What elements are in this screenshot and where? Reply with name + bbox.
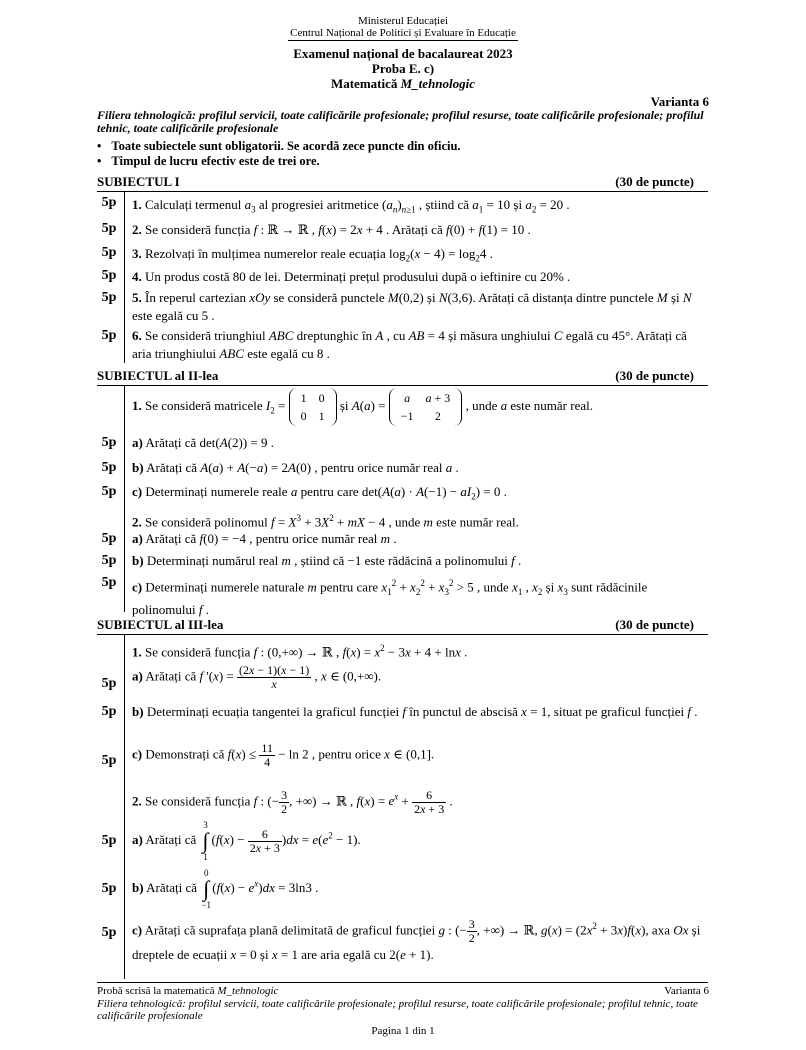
points-s3-2a: 5p <box>101 833 117 848</box>
filiera-text: Filiera tehnologică: profilul servicii, toate calificările profesionale; profilul resurse, toate calificările profesionale; profilul tehnic, toate calificările profesionale <box>97 108 704 135</box>
points-s1-1: 5p <box>101 195 117 210</box>
s3-item-2b: b) Arătați că 0 ∫ $-1(f(x) - e^x)dx = 3\ln 3$ . <box>132 868 319 910</box>
points-s1-5: 5p <box>101 290 117 305</box>
footer-filiera: Filiera tehnologică: profilul servicii, toate calificările profesionale; profilul resurse, toate calificările profesionale; profilul tehnic, toate calificările profesionale <box>97 998 698 1022</box>
center-name: Centrul Național de Politici și Evaluare în Educație <box>290 27 516 39</box>
rule-2: • Timpul de lucru efectiv este de trei ore. <box>97 154 320 169</box>
section-2-column-line <box>124 385 125 612</box>
s3-item-2c: c) Arătați că suprafața plană delimitată de graficul funcției g : (− $\frac{3}{2}$ , +∞) → ℝ, $g(x) = (2x^2 + 3x)f(x)$, axa Ox și dreptele de ecuații x = 0 și x = 1 are aria egală cu 2(e + 1). <box>132 916 701 962</box>
s2-item-1c: c) Determinați numerele reale a pentru care $\det(A(a) \cdot A(-1) - aI_2) = 0$ . <box>132 484 507 502</box>
section-3-points: (30 de puncte) <box>615 617 694 632</box>
page-number: Pagina 1 din 1 <box>371 1025 435 1037</box>
points-s3-2c: 5p <box>101 925 117 940</box>
proba-label: Proba E. c) <box>371 61 435 76</box>
s2-item-2a: a) Arătați că f(0) = −4 , pentru orice număr real m . <box>132 531 397 546</box>
exam-title: Examenul național de bacalaureat 2023 <box>293 46 513 61</box>
points-s2-1b: 5p <box>101 460 117 475</box>
points-s3-1b: 5p <box>101 704 117 719</box>
s2-item-2b: b) Determinați numărul real m , știind că −1 este rădăcină a polinomului f . <box>132 553 522 568</box>
s3-item-1-statement: 1. Se consideră funcția f : (0,+∞) → ℝ , $f(x) = x^2 - 3x + 4 + \ln x$ . <box>132 643 468 660</box>
footer-rule <box>97 982 708 983</box>
points-s3-2b: 5p <box>101 881 117 896</box>
variant-label: Varianta 6 <box>650 94 709 109</box>
subject-title: Matematică M_tehnologic <box>330 76 476 91</box>
section-2-title: SUBIECTUL al II-lea <box>97 368 219 383</box>
points-s2-2c: 5p <box>101 575 117 590</box>
s3-item-1b: b) Determinați ecuația tangentei la graficul funcției f în punctul de abscisă x = 1, situat pe graficul funcției f . <box>132 704 698 719</box>
section-1-header <box>97 174 708 190</box>
section-3-column-line <box>124 634 125 979</box>
footer-subject: Probă scrisă la matematică M_tehnologic <box>97 985 279 997</box>
s1-item-6: 6. Se consideră triunghiul ABC dreptunghic în A , cu AB = 4 și măsura unghiului C egală cu 45°. Arătați că aria triunghiului ABC este egală cu 8 . <box>132 328 687 361</box>
s2-item-1-statement: 1. Se consideră matricele $I_2$ = 1 0 0 1 și A(a) = a a + 3 −1 2 , unde a este număr real. <box>132 388 708 426</box>
section-3-title: SUBIECTUL al III-lea <box>97 617 224 632</box>
s1-item-5: 5. În reperul cartezian xOy se consideră punctele M(0,2) și N(3,6). Arătați că distanța dintre punctele M și N este egală cu 5 . <box>132 290 692 323</box>
s2-item-2-statement: 2. Se consideră polinomul $f = X^3 + 3X^2$ + mX − 4 , unde m este număr real. <box>132 513 519 530</box>
s1-item-4: 4. Un produs costă 80 de lei. Determinați prețul produsului după o ieftinire cu 20% . <box>132 269 571 284</box>
s3-item-1a: a) Arătați că f '(x) = $\frac{(2x - 1)(x - 1)}{x}$ , x ∈ (0,+∞). <box>132 663 382 691</box>
points-s2-2a: 5p <box>101 531 117 546</box>
s2-item-1a: a) Arătați că det(A(2)) = 9 . <box>132 435 275 450</box>
section-1-rule <box>97 191 708 192</box>
section-3-header <box>97 617 708 633</box>
s3-item-2a: a) Arătați că 3 ∫ 1(f(x) − $\frac{6}{2x + 3}$ )$dx = e(e^2 - 1)$. <box>132 820 361 862</box>
section-2-rule <box>97 385 708 386</box>
s3-item-1c: c) Demonstrați că f(x) ≤ $\frac{11}{4}$ − ln 2 , pentru orice x ∈ (0,1]. <box>132 741 435 769</box>
points-s1-3: 5p <box>101 245 117 260</box>
section-1-column-line <box>124 191 125 363</box>
section-2-header <box>97 368 708 384</box>
s2-item-2c: c) Determinați numerele naturale m pentru care $x_1^2 + x_2^2 + x_3^2 > 5$ , unde $x_1$ , $x_2$ și $x_3$ sunt rădăcinile polinomului f . <box>132 578 648 617</box>
section-1-title: SUBIECTUL I <box>97 174 180 189</box>
points-s1-4: 5p <box>101 268 117 283</box>
s3-item-2-statement: 2. Se consideră funcția f : (− $\frac{3}{2}$ , +∞) → ℝ , $f(x) = e^x$ + $\frac{6}{2x + 3}$ . <box>132 787 453 816</box>
s1-item-3: 3. Rezolvați în mulțimea numerelor reale ecuația $\log_2(x - 4) = \log_24$ . <box>132 246 493 264</box>
points-s2-1a: 5p <box>101 435 117 450</box>
header-divider <box>288 40 518 41</box>
s2-item-1b: b) Arătați că A(a) + A(−a) = 2A(0) , pentru orice număr real a . <box>132 460 459 475</box>
section-3-rule <box>97 634 708 635</box>
rule-1: • Toate subiectele sunt obligatorii. Se acordă zece puncte din oficiu. <box>97 139 461 154</box>
points-s3-1a: 5p <box>101 676 117 691</box>
ministry-name: Ministerul Educației <box>357 15 449 27</box>
s1-item-1: 1. Calculați termenul $a_3$ al progresiei aritmetice $(a_n)_{n\ge 1}$ , știind că $a_1 = 10$ și $a_2 = 20$ . <box>132 197 570 215</box>
footer-variant: Varianta 6 <box>664 985 709 997</box>
points-s2-2b: 5p <box>101 553 117 568</box>
section-1-points: (30 de puncte) <box>615 174 694 189</box>
points-s2-1c: 5p <box>101 484 117 499</box>
points-s1-6: 5p <box>101 328 117 343</box>
s1-item-2: 2. Se consideră funcția f : ℝ → ℝ , f(x) = 2x + 4 . Arătați că f(0) + f(1) = 10 . <box>132 222 531 237</box>
points-s3-1c: 5p <box>101 753 117 768</box>
section-2-points: (30 de puncte) <box>615 368 694 383</box>
points-s1-2: 5p <box>101 221 117 236</box>
